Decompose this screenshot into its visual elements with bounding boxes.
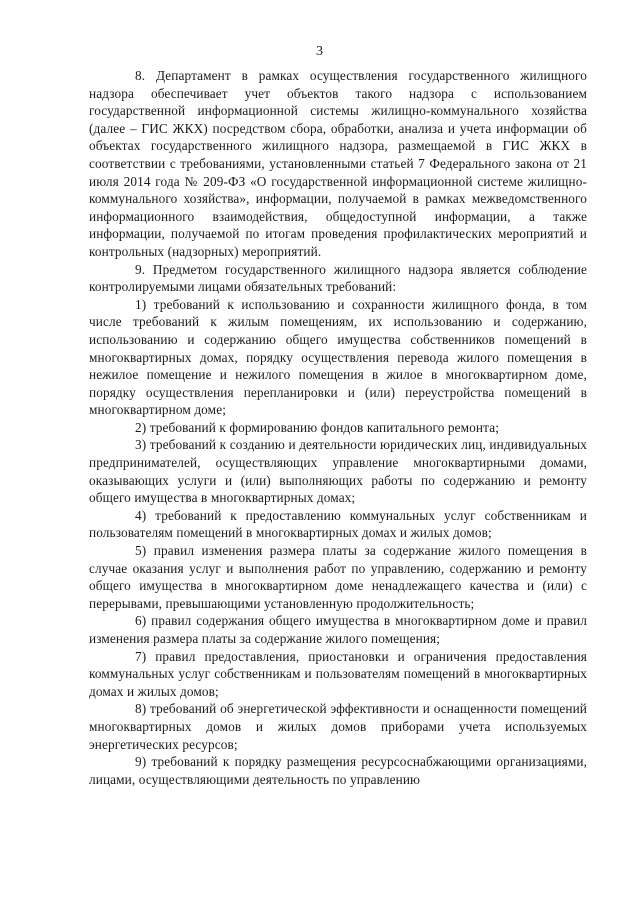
list-item-5-payment-change-rules: 5) правил изменения размера платы за содержание жилого помещения в случае оказания услуг и выполнения работ по управлению, содержанию и ремонту общего имущества в многоквартирном доме ненадлежащего качества и (или) с перерывами, превышающими установленную продолжительность; bbox=[89, 543, 587, 611]
list-item-1-housing-fund: 1) требований к использованию и сохранности жилищного фонда, в том числе требований к жилым помещениям, их использованию и содержанию, использованию и содержанию общего имущества собственников помещений в многоквартирных домах, порядку осуществления перевода жилого помещения в нежилое помещение и нежилого помещения в жилое в многоквартирном доме, порядку осуществления перепланировки и (или) переустройства помещений в многоквартирном доме; bbox=[89, 296, 587, 418]
list-item-3-management-entities: 3) требований к созданию и деятельности юридических лиц, индивидуальных предпринимателей, осуществляющих управление многоквартирными домами, оказывающих услуги и (или) выполняющих работы по содержанию и ремонту общего имущества в многоквартирных домах; bbox=[89, 437, 587, 506]
list-item-2-capital-repair-funds: 2) требований к формированию фондов капитального ремонта; bbox=[135, 419, 499, 435]
page-number: 3 bbox=[316, 44, 323, 59]
list-item-6-common-property-rules: 6) правил содержания общего имущества в многоквартирном доме и правил изменения размера платы за содержание жилого помещения; bbox=[89, 613, 587, 646]
list-item-7-service-provision-rules: 7) правил предоставления, приостановки и ограничения предоставления коммунальных услуг собственникам и пользователям помещений в многоквартирных домах и жилых домов; bbox=[89, 648, 587, 699]
list-item-9-resource-supply-orgs: 9) требований к порядку размещения ресурсоснабжающими организациями, лицами, осуществляющими деятельность по управлению bbox=[89, 754, 587, 787]
list-item-8-energy-efficiency: 8) требований об энергетической эффективности и оснащенности помещений многоквартирных домов и жилых домов приборами учета используемых энергетических ресурсов; bbox=[89, 701, 587, 752]
paragraph-8-department-accounting: 8. Департамент в рамках осуществления государственного жилищного надзора обеспечивает учет объектов такого надзора с использованием государственной информационной системы жилищно-коммунального хозяйства (далее – ГИС ЖКХ) посредством сбора, обработки, анализа и учета информации об объектах государственного жилищного надзора, размещаемой в ГИС ЖКХ в соответствии с требованиями, установленными статьей 7 Федерального закона от 21 июля 2014 года № 209-ФЗ «О государственной информационной системе жилищно-коммунального хозяйства», информации, получаемой в рамках межведомственного информационного взаимодействия, общедоступной информации, а также информации, получаемой по итогам проведения профилактических мероприятий и контрольных (надзорных) мероприятий. bbox=[89, 68, 587, 259]
list-item-4-utility-services: 4) требований к предоставлению коммунальных услуг собственникам и пользователям помещений в многоквартирных домах и жилых домов; bbox=[89, 507, 587, 541]
paragraph-9-subject-of-supervision: 9. Предметом государственного жилищного надзора является соблюдение контролируемыми лицами обязательных требований: bbox=[89, 261, 587, 295]
document-body bbox=[89, 67, 587, 788]
